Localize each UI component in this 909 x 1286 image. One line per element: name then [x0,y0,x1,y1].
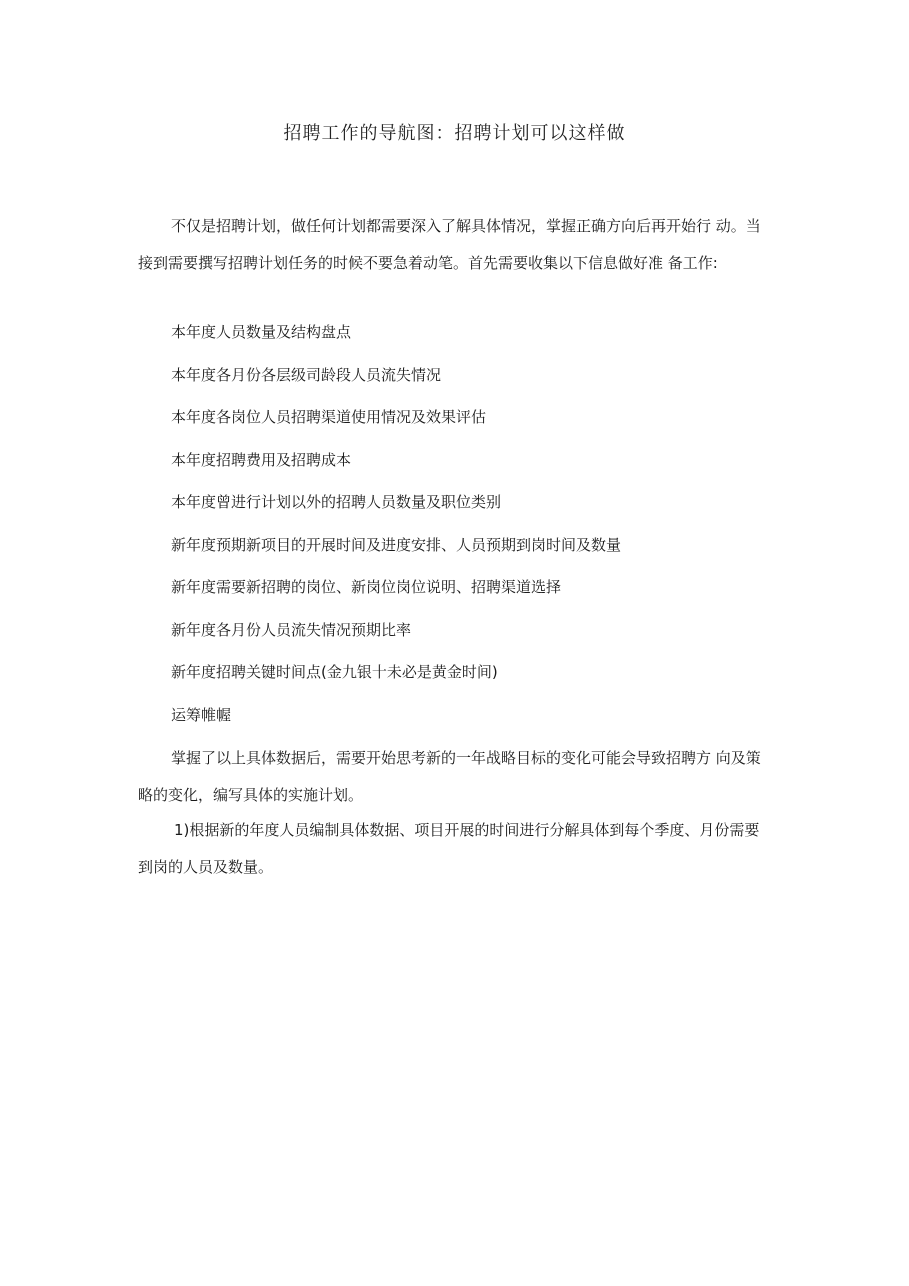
list-item: 本年度各岗位人员招聘渠道使用情况及效果评估 [171,408,487,426]
list-item: 运筹帷幄 [171,705,232,724]
list-item: 新年度招聘关键时间点(金九银十未必是黄金时间) [171,663,498,681]
intro-paragraph: 不仅是招聘计划，做任何计划都需要深入了解具体情况，掌握正确方向后再开始行 动。当接到需要撰写招聘计划任务的时候不要急着动笔。首先需要收集以下信息做好准 备工作: [138,217,761,272]
list-item: 本年度招聘费用及招聘成本 [171,450,352,469]
list-item: 本年度曾进行计划以外的招聘人员数量及职位类别 [171,493,502,511]
step-one-paragraph: 1)根据新的年度人员编制具体数据、项目开展的时间进行分解具体到每个季度、月份需要到岗的人员及数量。 [138,821,760,876]
strategy-paragraph: 掌握了以上具体数据后，需要开始思考新的一年战略目标的变化可能会导致招聘方 向及策略的变化，编写具体的实施计划。 [138,749,761,804]
document-title: 招聘工作的导航图：招聘计划可以这样做 [283,123,626,144]
list-item: 本年度人员数量及结构盘点 [171,323,352,341]
list-item: 新年度需要新招聘的岗位、新岗位岗位说明、招聘渠道选择 [171,578,562,596]
preparation-list [171,314,621,739]
list-item: 本年度各月份各层级司龄段人员流失情况 [171,365,442,384]
list-item: 新年度预期新项目的开展时间及进度安排、人员预期到岗时间及数量 [171,535,622,554]
list-item: 新年度各月份人员流失情况预期比率 [171,620,412,639]
